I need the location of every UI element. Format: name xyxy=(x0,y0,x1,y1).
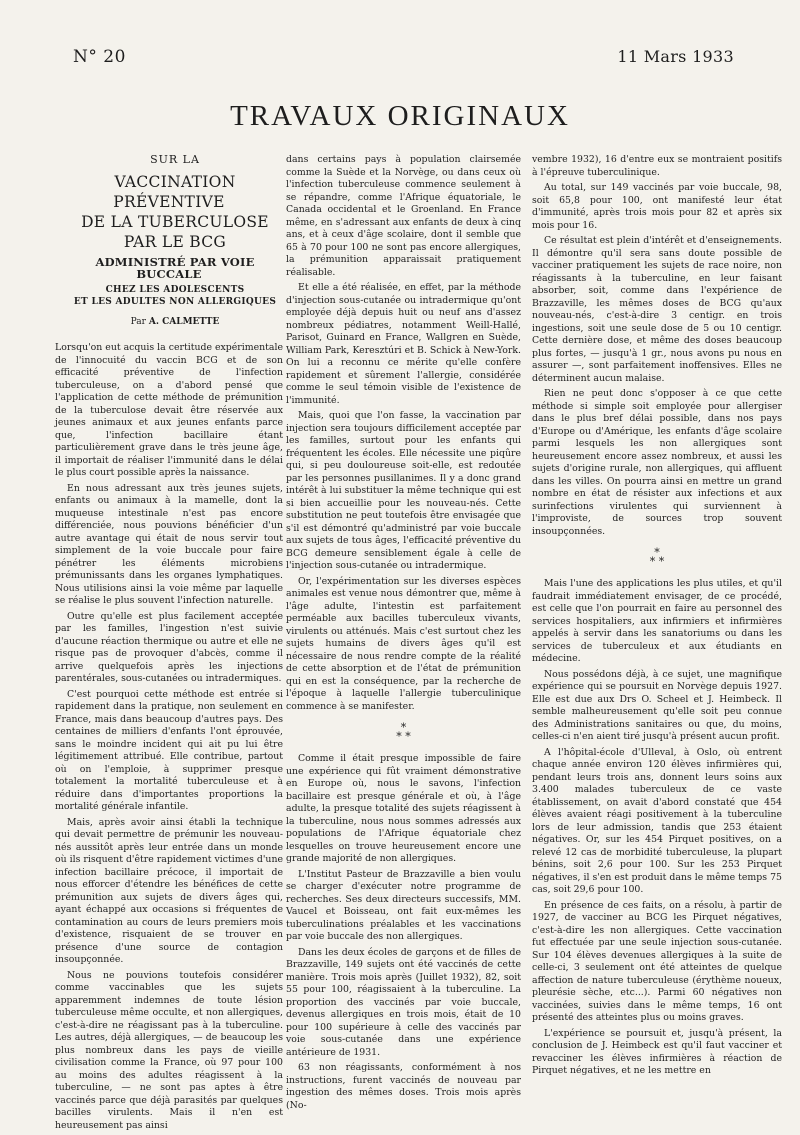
paragraph: En nous adressant aux très jeunes sujets, enfants ou animaux à la mamelle, dont la muqueuse intestinale n'est pas encore différenciée, nous pouvions bénéficier d'un autre avantage qui était de nous servir tout simplement de la voie buccale pour faire pénétrer les éléments microbiens prémunissants dans les organes lymphatiques. Nous utilisions ainsi la voie même par laquelle se réalise le plus souvent l'infection naturelle. xyxy=(55,482,283,606)
article-title-line-1: VACCINATION PRÉVENTIVE xyxy=(113,172,236,211)
author-name: A. CALMETTE xyxy=(148,316,220,327)
paragraph: Nous ne pouvions toutefois considérer comme vaccinables que les sujets apparemment indemnes de toute lésion tuberculeuse même occulte, et non allergiques, c'est-à-dire ne réagissant pas à la tuberculine. Les autres, déjà allergiques, — de beaucoup les plus nombreux dans les pays de vieille civilisation comme la France, où 97 pour 100 au moins des adultes réagissent à la tuberculine, — ne sont pas aptes à être vaccinés parce que déjà parasités par quelques bacilles virulents. Mais il n'en est heureusement pas ainsi xyxy=(55,969,283,1131)
issue-date: 11 Mars 1933 xyxy=(617,47,734,66)
paragraph: L'Institut Pasteur de Brazzaville a bien voulu se charger d'exécuter notre programme de recherches. Ses deux directeurs successifs, MM. Vaucel et Boisseau, ont fait eux-mêmes les tuberculinations préalables et les vaccinations par voie buccale des non allergiques. xyxy=(286,868,521,942)
paragraph: Rien ne peut donc s'opposer à ce que cette méthode si simple soit employée pour allergiser dans le plus bref délai possible, dans nos pays d'Europe ou d'Amérique, les enfants d'âge scolaire parmi lesquels les non allergiques sont heureusement encore assez nombreux, et aussi les sujets d'origine rurale, non allergiques, qui affluent dans les villes. On pourra ainsi en mettre un grand nombre en état de résister aux infections et aux surinfections virulentes qui surviennent à l'improviste, de sources trop souvent insoupçonnées. xyxy=(532,388,782,537)
paragraph: En présence de ces faits, on a résolu, à partir de 1927, de vacciner au BCG les Pirquet négatives, c'est-à-dire les non allergiques. Cette vaccination fut effectuée par une seule injection sous-cutanée. Sur 104 élèves devenues allergiques à la suite de celle-ci, 3 seulement ont été atteintes de quelque affection de nature tuberculeuse (érythème noueux, pleurésie sèche, etc...). Parmi 60 négatives non vaccinées, suivies dans le même temps, 16 ont présenté des atteintes plus ou moins graves. xyxy=(532,899,782,1023)
article-title-line-3: PAR LE BCG xyxy=(123,232,227,251)
column-3 xyxy=(532,154,782,1081)
page-header xyxy=(0,47,800,75)
separator-star: * xyxy=(400,721,407,734)
article-author xyxy=(55,316,283,329)
article-kicker: SUR LA xyxy=(150,153,200,166)
issue-number: N° 20 xyxy=(73,47,126,67)
paragraph: L'expérience se poursuit et, jusqu'à présent, la conclusion de J. Heimbeck est qu'il faut vacciner et revacciner les élèves infirmières à réaction de Pirquet négatives, et ne les mettre en xyxy=(532,1027,782,1076)
article-subtitle-2-line-2: ET LES ADULTES NON ALLERGIQUES xyxy=(73,296,277,307)
paragraph: 63 non réagissants, conformément à nos instructions, furent vaccinés de nouveau par ingestion des mêmes doses. Trois mois après (No- xyxy=(286,1062,521,1111)
paragraph: Ce résultat est plein d'intérêt et d'enseignements. Il démontre qu'il sera sans doute possible de vacciner pratiquement les sujets de race noire, non réagissants à la tuberculine, en leur faisant absorber, soit, comme dans l'expérience de Brazzaville, les mêmes doses de BCG qu'aux nouveau-nés, c'est-à-dire 3 centigr. en trois ingestions, soit une seule dose de 5 ou 10 centigr. Cette dernière dose, et même des doses beaucoup plus fortes, — jusqu'à 1 gr., nous avons pu nous en assurer —, sont parfaitement inoffensives. Elles ne déterminent aucun malaise. xyxy=(532,235,782,384)
article-header xyxy=(55,154,283,328)
separator-star: * xyxy=(649,555,656,568)
paragraph: vembre 1932), 16 d'entre eux se montraient positifs à l'épreuve tuberculinique. xyxy=(532,154,782,178)
paragraph: Comme il était presque impossible de faire une expérience qui fût vraiment démonstrative en Europe où, nous le savons, l'infection bacillaire est presque générale et où, à l'âge adulte, la presque totalité des sujets réagissent à la tuberculine, nous nous sommes adressés aux populations de l'Afrique équatoriale chez lesquelles on trouve heureusement encore une grande majorité de non allergiques. xyxy=(286,753,521,864)
paragraph: Au total, sur 149 vaccinés par voie buccale, 98, soit 65,8 pour 100, ont manifesté leur état d'immunité, après trois mois pour 82 et après six mois pour 16. xyxy=(532,182,782,231)
separator-stars xyxy=(286,732,521,741)
separator-star: * xyxy=(396,730,402,743)
separator-star: * xyxy=(654,546,660,559)
section-separator xyxy=(286,723,521,741)
section-title: TRAVAUX ORIGINAUX xyxy=(230,100,570,132)
separator-stars xyxy=(532,557,782,566)
separator-star: * xyxy=(658,555,665,568)
paragraph: Mais l'une des applications les plus utiles, et qu'il faudrait immédiatement envisager, de ce procédé, est celle que l'on pourrait en faire au personnel des services hospitaliers, aux infirmiers et infirmières appelés à servir dans les sanatoriums ou dans les services de tuberculeux et aux étudiants en médecine. xyxy=(532,578,782,664)
column-1 xyxy=(55,154,283,1135)
section-separator xyxy=(532,548,782,566)
separator-star: * xyxy=(405,730,411,743)
article-subtitle-2-line-1: CHEZ LES ADOLESCENTS xyxy=(105,284,245,295)
paragraph: Lorsqu'on eut acquis la certitude expérimentale de l'innocuité du vaccin BCG et de son efficacité préventive de l'infection tuberculeuse, on a d'abord pensé que l'application de cette méthode de prémunition de la tuberculose devait être réservée aux jeunes animaux et aux jeunes enfants parce que, l'infection bacillaire étant particulièrement grave dans le très jeune âge, il importait de réaliser l'immunité dans le délai le plus court possible après la naissance. xyxy=(55,342,283,478)
article-subtitle: ADMINISTRÉ PAR VOIE BUCCALE xyxy=(95,254,255,281)
paragraph: C'est pourquoi cette méthode est entrée si rapidement dans la pratique, non seulement en France, mais dans beaucoup d'autres pays. Des centaines de milliers d'enfants l'ont éprouvée, sans le moindre incident qui ait pu lui être légitimement attribué. Elle contribue, partout où on l'emploie, à supprimer presque totalement la mortalité tuberculeuse et à réduire dans d'importantes proportions la mortalité générale infantile. xyxy=(55,688,283,812)
paragraph: Nous possédons déjà, à ce sujet, une magnifique expérience qui se poursuit en Norvège depuis 1927. Elle est due aux Drs O. Scheel et J. Heimbeck. Il semble malheureusement qu'elle soit peu connue des Administrations sanitaires ou que, du moins, celles-ci n'en aient tiré jusqu'à présent aucun profit. xyxy=(532,668,782,742)
paragraph: Outre qu'elle est plus facilement acceptée par les familles, l'ingestion n'est suivie d'aucune réaction thermique ou autre et elle ne risque pas de provoquer d'abcès, comme il arrive quelquefois après les injections parentérales, sous-cutanées ou intradermiques. xyxy=(55,610,283,684)
paragraph: Mais, quoi que l'on fasse, la vaccination par injection sera toujours difficilement acceptée par les familles, surtout pour les enfants qui fréquentent les écoles. Elle nécessite une piqûre qui, si peu douloureuse soit-elle, est redoutée par les personnes pusillanimes. Il y a donc grand intérêt à lui substituer la même technique qui est si bien accueillie pour les nouveau-nés. Cette substitution ne peut toutefois être envisagée que s'il est démontré qu'administré par voie buccale aux sujets de tous âges, l'efficacité préventive du BCG demeure sensiblement égale à celle de l'injection sous-cutanée ou intradermique. xyxy=(286,410,521,571)
column-2 xyxy=(286,154,521,1115)
paragraph: Dans les deux écoles de garçons et de filles de Brazzaville, 149 sujets ont été vaccinés de cette manière. Trois mois après (Juillet 1932), 82, soit 55 pour 100, réagissaient à la tuberculine. La proportion des vaccinés par voie buccale, devenus allergiques en trois mois, était de 10 pour 100 supérieure à celle des vaccinés par voie sous-cutanée dans une expérience antérieure de 1931. xyxy=(286,946,521,1058)
article-title-line-2: DE LA TUBERCULOSE xyxy=(81,212,269,231)
paragraph: Mais, après avoir ainsi établi la technique qui devait permettre de prémunir les nouveau-nés aussitôt après leur entrée dans un monde où ils risquent d'être rapidement victimes d'une infection bacillaire précoce, il importait de nous efforcer d'étendre les bénéfices de cette prémunition aux sujets de divers âges qui, ayant échappé aux occasions si fréquentes de contamination au cours de leurs premiers mois d'existence, risquaient de se trouver en présence d'une source de contagion insoupçonnée. xyxy=(55,816,283,965)
author-prefix: Par xyxy=(130,316,146,327)
paragraph: A l'hôpital-école d'Ulleval, à Oslo, où entrent chaque année environ 120 élèves infirmières qui, pendant leurs trois ans, donnent leurs soins aux 3.400 malades tuberculeux de ce vaste établissement, on avait d'abord constaté que 454 élèves avaient réagi positivement à la tuberculine lors de leur admission, tandis que 253 étaient négatives. Or, sur les 454 Pirquet positives, on a relevé 12 cas de morbidité tuberculeuse, la plupart bénins, soit 2,6 pour 100. Sur les 253 Pirquet négatives, il s'en est produit dans le même temps 75 cas, soit 29,6 pour 100. xyxy=(532,746,782,895)
paragraph: dans certains pays à population clairsemée comme la Suède et la Norvège, ou dans ceux où l'infection tuberculeuse commence seulement à se répandre, comme l'Afrique équatoriale, le Canada occidental et le Groenland. En France même, en s'adressant aux enfants de deux à cinq ans, et à ceux d'âge scolaire, dont il semble que 65 à 70 pour 100 ne sont pas encore allergiques, la prémunition apparaissait pratiquement réalisable. xyxy=(286,154,521,278)
paragraph: Or, l'expérimentation sur les diverses espèces animales est venue nous démontrer que, même à l'âge adulte, l'intestin est parfaitement perméable aux bacilles tuberculeux vivants, virulents ou atténués. Mais c'est surtout chez les sujets humains de divers âges qu'il est nécessaire de nous rendre compte de la réalité de cette absorption et de l'état de prémunition qui en est la conséquence, par la recherche de l'époque à laquelle l'allergie tuberculinique commence à se manifester. xyxy=(286,575,521,712)
paragraph: Et elle a été réalisée, en effet, par la méthode d'injection sous-cutanée ou intradermique qu'ont employée déjà depuis huit ou neuf ans d'assez nombreux pédiatres, notamment Weill-Hallé, Parisot, Guinard en France, Wallgren en Suède, William Park, Keresztúri et B. Schick à New-York. On lui a reconnu ce mérite qu'elle confère rapidement et sûrement l'allergie, considérée comme le seul témoin visible de l'existence de l'immunité. xyxy=(286,282,521,406)
